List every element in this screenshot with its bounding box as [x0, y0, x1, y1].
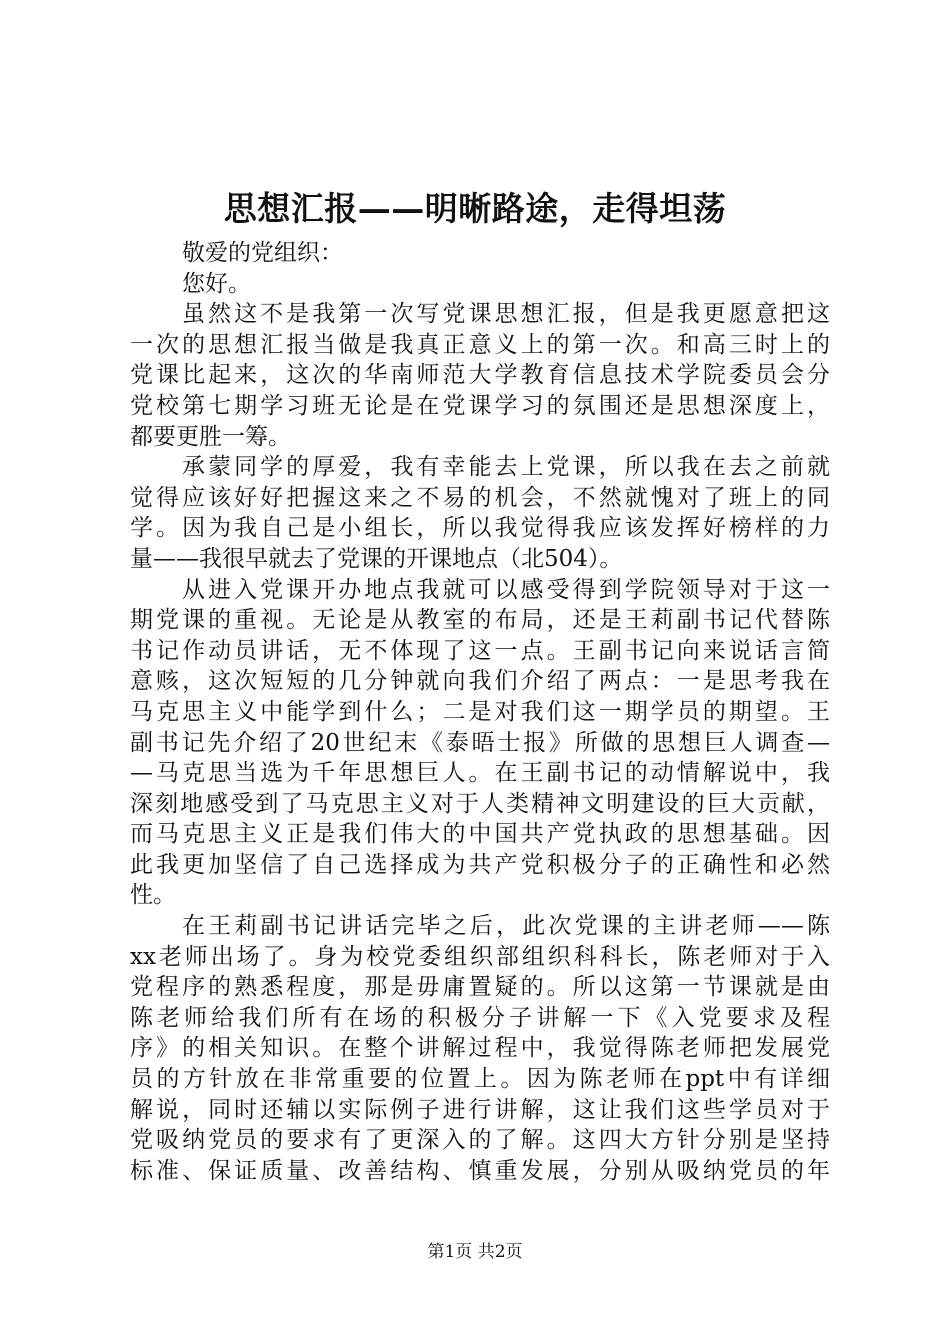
paragraph-1-line: 党校第七期学习班无论是在党课学习的氛围还是思想深度上，: [130, 392, 830, 419]
paragraph-3-line: 期党课的重视。无论是从教室的布局，还是王莉副书记代替陈: [130, 607, 830, 634]
paragraph-3-line: 马克思主义中能学到什么；二是对我们这一期学员的期望。王: [130, 698, 830, 725]
greeting: 您好。: [182, 270, 251, 297]
page-number-footer: 第1页 共2页: [427, 1242, 523, 1262]
paragraph-3-line: 副书记先介绍了20世纪末《泰晤士报》所做的思想巨人调查—: [130, 729, 830, 756]
paragraph-4-line: 标准、保证质量、改善结构、慎重发展，分别从吸纳党员的年: [130, 1157, 830, 1184]
salutation: 敬爱的党组织：: [182, 240, 343, 266]
paragraph-4-line: 党程序的熟悉程度，那是毋庸置疑的。所以这第一节课就是由: [130, 974, 830, 1001]
paragraph-1-line: 虽然这不是我第一次写党课思想汇报，但是我更愿意把这: [182, 301, 830, 328]
paragraph-2-line: 量——我很早就去了党课的开课地点（北504）。: [130, 545, 623, 572]
paragraph-4-line: 序》的相关知识。在整个讲解过程中，我觉得陈老师把发展党: [130, 1035, 830, 1062]
paragraph-3-line: 而马克思主义正是我们伟大的中国共产党执政的思想基础。因: [130, 821, 830, 848]
paragraph-4-line: 陈老师给我们所有在场的积极分子讲解一下《入党要求及程: [130, 1004, 830, 1031]
paragraph-4-line: 解说，同时还辅以实际例子进行讲解，这让我们这些学员对于: [130, 1096, 830, 1123]
paragraph-1-line: 党课比起来，这次的华南师范大学教育信息技术学院委员会分: [130, 362, 830, 389]
paragraph-4-line: 在王莉副书记讲话完毕之后，此次党课的主讲老师——陈: [182, 913, 830, 940]
paragraph-3-line: 此我更加坚信了自己选择成为共产党积极分子的正确性和必然: [130, 851, 830, 878]
paragraph-3-line: 性。: [130, 882, 176, 909]
paragraph-3-line: 意赅，这次短短的几分钟就向我们介绍了两点：一是思考我在: [130, 668, 830, 695]
document-title: 思想汇报——明晰路途，走得坦荡: [223, 189, 727, 228]
paragraph-2-line: 觉得应该好好把握这来之不易的机会，不然就愧对了班上的同: [130, 484, 830, 511]
paragraph-2-line: 承蒙同学的厚爱，我有幸能去上党课，所以我在去之前就: [182, 454, 830, 481]
document-body: [130, 238, 830, 1186]
paragraph-4-line: 员的方针放在非常重要的位置上。因为陈老师在ppt中有详细: [130, 1066, 830, 1093]
paragraph-3-line: 书记作动员讲话，无不体现了这一点。王副书记向来说话言简: [130, 637, 830, 664]
paragraph-3-line: 深刻地感受到了马克思主义对于人类精神文明建设的巨大贡献，: [130, 790, 830, 817]
paragraph-1-line: 都要更胜一筹。: [130, 423, 291, 450]
paragraph-4-line: 党吸纳党员的要求有了更深入的了解。这四大方针分别是坚持: [130, 1127, 830, 1154]
paragraph-3-line: —马克思当选为千年思想巨人。在王副书记的动情解说中，我: [130, 760, 830, 787]
paragraph-3-line: 从进入党课开办地点我就可以感受得到学院领导对于这一: [182, 576, 830, 603]
paragraph-2-line: 学。因为我自己是小组长，所以我觉得我应该发挥好榜样的力: [130, 515, 830, 542]
paragraph-1-line: 一次的思想汇报当做是我真正意义上的第一次。和高三时上的: [130, 331, 830, 358]
paragraph-4-line: xx老师出场了。身为校党委组织部组织科科长，陈老师对于入: [130, 943, 830, 970]
